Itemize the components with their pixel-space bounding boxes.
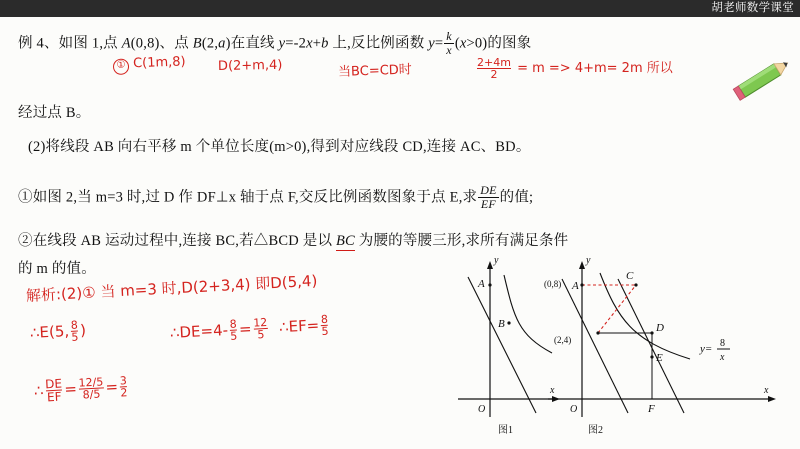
- annotation-DE-equals: =: [238, 319, 253, 339]
- line1-segment-i: (: [454, 35, 460, 52]
- annotation-point-D: D(2+m,4): [217, 57, 283, 74]
- line1-var-y2: y: [428, 35, 435, 52]
- problem-line-5: [18, 229, 568, 250]
- annotation-fraction-EF: [321, 314, 329, 337]
- figure2-label-D: D: [656, 322, 664, 334]
- line1-fraction: [444, 30, 454, 56]
- problem-line-1: [18, 31, 531, 57]
- annotation-DE-pre: ∴DE=4-: [169, 320, 229, 342]
- line1-segment-g: 上,反比例函数: [328, 35, 429, 52]
- annotation-fraction-E-num: 8: [70, 318, 79, 332]
- annotation-solution-line-4: [33, 374, 129, 404]
- title-bar: [0, 0, 800, 17]
- figure2-label-O: O: [570, 404, 578, 415]
- pencil-icon: [726, 55, 796, 103]
- line1-equals: =: [434, 35, 444, 52]
- annotation-equation-1: [475, 57, 673, 80]
- problem-line-3: (2)将线段 AB 向右平移 m 个单位长度(m>0),得到对应线段 CD,连接 AC、BD。: [28, 139, 531, 155]
- line1-var-a: a: [218, 35, 226, 52]
- annotation-EF-pre: ∴EF=: [278, 316, 320, 337]
- figure2-label-E: E: [656, 352, 663, 364]
- annotation-fraction-1-num: 2+4m: [477, 56, 511, 69]
- line1-segment-d: )在直线: [225, 35, 279, 52]
- annotation-point-C-text: C(1m,8): [132, 54, 186, 72]
- line1-segment-e: =-2: [285, 35, 307, 52]
- figure2-curve-den: x: [720, 352, 725, 363]
- figure2-label-A: A: [572, 280, 579, 292]
- annotation-ratio-equals-2: =: [105, 377, 119, 397]
- annotation-solution-line-1: 解析:(2)① 当 m=3 时,D(2+3,4) 即D(5,4): [25, 271, 318, 305]
- line1-var-x: x: [306, 35, 313, 52]
- annotation-fraction-DE1: [229, 319, 237, 342]
- line4-text-post: 的值;: [499, 189, 534, 206]
- annotation-fraction-ratio-num: DE: [44, 376, 63, 392]
- figure2-label-y: y: [586, 257, 591, 266]
- line1-segment-c: (2,: [201, 35, 219, 52]
- annotation-point-C: [113, 54, 186, 75]
- line1-segment-f: +: [312, 35, 322, 52]
- line1-fraction-denominator: x: [446, 42, 452, 57]
- figure1-label-y: y: [494, 257, 499, 266]
- annotation-fraction-ratio: [45, 378, 63, 404]
- annotation-fraction-ratio-3-den: 2: [120, 386, 128, 400]
- figure1-label-x: x: [550, 385, 555, 396]
- annotation-fraction-ratio-3-num: 3: [119, 374, 128, 388]
- figure2-label-C: C: [626, 270, 634, 282]
- line1-point-B: B: [192, 35, 202, 52]
- figure2-curve-num: 8: [720, 338, 725, 349]
- line1-segment-j: >0)的图象: [466, 35, 532, 52]
- annotation-fraction-1-den: 2: [477, 68, 511, 80]
- document-body: [0, 17, 800, 449]
- line5-text-post: 为腰的等腰三形,求所有满足条件: [354, 233, 569, 249]
- figure2-label-coord-24: (2,4): [554, 335, 572, 345]
- annotation-E-coord-pre: ∴E(5,: [29, 321, 70, 342]
- figure1-caption: 图1: [498, 425, 513, 436]
- annotation-solution-line-2: [29, 319, 86, 345]
- annotation-fraction-DE2-num: 12: [252, 315, 268, 330]
- figure2-label-F: F: [648, 403, 655, 415]
- line5-text-pre: ②在线段 AB 运动过程中,连接 BC,若△BCD 是以: [18, 233, 336, 249]
- annotation-equation-1-rest: = m => 4+m= 2m 所以: [517, 61, 673, 76]
- problem-line-2: 经过点 B。: [18, 105, 91, 121]
- annotation-ratio-equals-1: =: [63, 379, 78, 399]
- figure1-label-A: A: [478, 278, 485, 290]
- figure1-label-O: O: [478, 404, 486, 415]
- figure1-label-B: B: [498, 318, 505, 330]
- figure-2: [540, 257, 780, 437]
- annotation-fraction-1: [477, 57, 511, 80]
- annotation-fraction-E: [71, 319, 79, 342]
- annotation-ratio-prefix: ∴: [33, 381, 44, 400]
- figure2-caption: 图2: [588, 425, 603, 436]
- annotation-fraction-DE2-den: 5: [254, 328, 269, 341]
- problem-line-4: [18, 185, 533, 211]
- annotation-fraction-ratio-2-den: 8/5: [79, 387, 104, 400]
- line1-segment-b: (0,8)、点: [130, 35, 193, 52]
- annotation-fraction-ratio-den: EF: [46, 389, 62, 405]
- line4-fraction: [478, 184, 498, 210]
- annotation-fraction-E-den: 5: [71, 330, 79, 344]
- figure2-label-coord-08: (0,8): [544, 279, 562, 289]
- annotation-circle-1: ①: [113, 58, 130, 75]
- annotation-solution-line-3: [169, 314, 330, 345]
- annotation-case-BC-CD: 当BC=CD时: [337, 62, 413, 80]
- annotation-fraction-ratio-3: [120, 375, 128, 398]
- annotation-fraction-EF-num: 8: [320, 312, 329, 327]
- figure2-label-x: x: [764, 385, 769, 396]
- annotation-E-coord-post: ): [79, 321, 87, 340]
- line1-point-A: A: [121, 35, 131, 52]
- line4-fraction-denominator: EF: [478, 197, 498, 211]
- channel-brand-label: 胡老师数学课堂: [711, 2, 794, 14]
- annotation-fraction-DE2: [253, 317, 268, 341]
- line4-text-pre: ①如图 2,当 m=3 时,过 D 作 DF⊥x 轴于点 F,交反比例函数图象于点 E,求: [18, 189, 478, 206]
- line1-var-b: b: [321, 35, 329, 52]
- line1-var-y: y: [278, 35, 286, 52]
- line5-underlined-BC: BC: [335, 233, 355, 249]
- problem-line-6: 的 m 的值。: [18, 261, 96, 277]
- annotation-fraction-DE1-den: 5: [230, 329, 238, 343]
- line1-segment-a: 例 4、如图 1,点: [18, 35, 122, 52]
- line4-fraction-numerator: DE: [480, 183, 497, 197]
- line1-fraction-numerator: k: [446, 29, 452, 43]
- annotation-fraction-ratio-2-num: 12/5: [78, 375, 104, 390]
- figure2-curve-label: y=: [700, 343, 713, 355]
- annotation-fraction-DE1-num: 8: [229, 317, 238, 331]
- annotation-fraction-ratio-2: [78, 376, 104, 400]
- line1-var-x2: x: [459, 35, 467, 52]
- annotation-fraction-EF-den: 5: [321, 324, 329, 339]
